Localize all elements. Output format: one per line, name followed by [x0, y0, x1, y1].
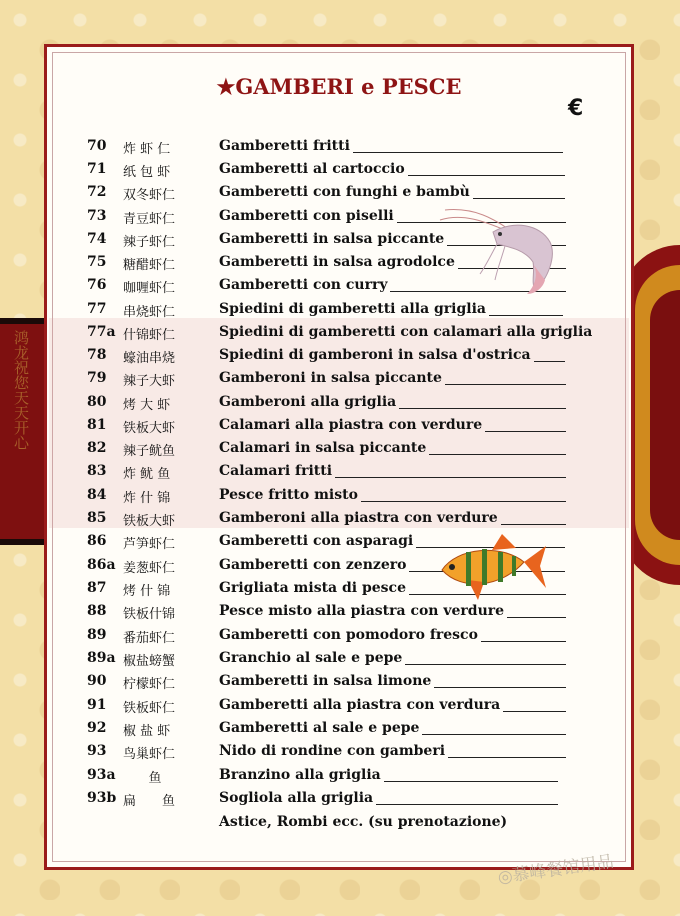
- menu-item: [0, 324, 680, 344]
- item-number: 91: [87, 697, 107, 713]
- watermark: ◎慕峰餐馆用品: [496, 851, 616, 889]
- menu-item: [0, 790, 680, 810]
- item-italian-name: Gamberetti con funghi e bambù: [219, 184, 470, 200]
- menu-item: [0, 254, 680, 274]
- item-italian-name: Calamari in salsa piccante: [219, 440, 427, 456]
- item-italian-name: Gamberetti in salsa agrodolce: [219, 254, 455, 270]
- menu-item: [0, 417, 680, 437]
- menu-item: [0, 697, 680, 717]
- item-number: 81: [87, 417, 107, 433]
- item-chinese-name: 炸 什 锦: [123, 491, 171, 506]
- menu-item: [0, 394, 680, 414]
- dot-leader-line: [507, 617, 566, 618]
- dot-leader-line: [422, 734, 566, 735]
- dot-leader-line: [485, 431, 566, 432]
- item-italian-name: Calamari alla piastra con verdure: [219, 417, 483, 433]
- item-number: 93: [87, 743, 107, 759]
- dot-leader-line: [361, 501, 566, 502]
- item-italian-name: Gamberetti al sale e pepe: [219, 720, 420, 736]
- menu-item: [0, 580, 680, 600]
- item-chinese-name: 辣子虾仁: [123, 235, 176, 250]
- dot-leader-line: [384, 781, 558, 782]
- item-chinese-name: 椒 盐 虾: [123, 724, 171, 739]
- item-italian-name: Sogliola alla griglia: [219, 790, 374, 806]
- dot-leader-line: [405, 664, 566, 665]
- item-number: 73: [87, 208, 107, 224]
- item-italian-name: Gamberoni alla griglia: [219, 394, 397, 410]
- item-chinese-name: 铁板大虾: [123, 421, 176, 436]
- fish-illustration: [432, 532, 550, 602]
- menu-item: [0, 743, 680, 763]
- dot-leader-line: [473, 198, 565, 199]
- item-number: 93b: [87, 790, 117, 806]
- menu-item: [0, 301, 680, 321]
- item-chinese-name: 扁 鱼: [123, 794, 176, 809]
- item-chinese-name: 辣子大虾: [123, 374, 176, 389]
- item-chinese-name: 芦笋虾仁: [123, 537, 176, 552]
- item-italian-name: Granchio al sale e pepe: [219, 650, 403, 666]
- menu-item: [0, 533, 680, 553]
- dot-leader-line: [376, 804, 558, 805]
- item-number: 87: [87, 580, 107, 596]
- item-number: 88: [87, 603, 107, 619]
- item-number: 72: [87, 184, 107, 200]
- item-number: 78: [87, 347, 107, 363]
- item-chinese-name: 双冬虾仁: [123, 188, 176, 203]
- item-italian-name: Gamberetti alla piastra con verdura: [219, 697, 501, 713]
- item-number: 74: [87, 231, 107, 247]
- item-number: 83: [87, 463, 107, 479]
- item-number: 93a: [87, 767, 116, 783]
- menu-item: [0, 463, 680, 483]
- item-chinese-name: 烤 大 虾: [123, 398, 171, 413]
- item-italian-name: Gamberetti con piselli: [219, 208, 394, 224]
- item-chinese-name: 炸 虾 仁: [123, 142, 171, 157]
- side-text: 鸿龙祝您天天开心: [12, 330, 30, 450]
- menu-item: [0, 370, 680, 390]
- item-italian-name: Nido di rondine con gamberi: [219, 743, 446, 759]
- item-number: 76: [87, 277, 107, 293]
- menu-item: [0, 557, 680, 577]
- item-italian-name: Gamberetti con zenzero: [219, 557, 407, 573]
- dot-leader-line: [489, 315, 563, 316]
- menu-item: [0, 487, 680, 507]
- item-italian-name: Spiedini di gamberetti alla griglia: [219, 301, 486, 317]
- item-number: 89: [87, 627, 107, 643]
- item-italian-name: Branzino alla griglia: [219, 767, 381, 783]
- dot-leader-line: [429, 454, 566, 455]
- dot-leader-line: [501, 524, 566, 525]
- menu-item: [0, 673, 680, 693]
- item-italian-name: Pesce fritto misto: [219, 487, 358, 503]
- menu-item: [0, 161, 680, 181]
- item-italian-name: Gamberetti in salsa piccante: [219, 231, 445, 247]
- item-number: 82: [87, 440, 107, 456]
- menu-item: [0, 440, 680, 460]
- menu-item: [0, 208, 680, 228]
- item-number: 89a: [87, 650, 116, 666]
- item-chinese-name: 椒盐螃蟹: [123, 654, 176, 669]
- item-number: 84: [87, 487, 107, 503]
- dot-leader-line: [408, 175, 565, 176]
- item-italian-name: Grigliata mista di pesce: [219, 580, 406, 596]
- item-number: 70: [87, 138, 107, 154]
- item-chinese-name: 铁板虾仁: [123, 701, 176, 716]
- menu-item: [0, 184, 680, 204]
- menu-item: [0, 603, 680, 623]
- item-italian-name: Gamberetti con asparagi: [219, 533, 414, 549]
- item-number: 75: [87, 254, 107, 270]
- item-number: 79: [87, 370, 107, 386]
- dot-leader-line: [481, 641, 566, 642]
- item-italian-name: Spiedini di gamberetti con calamari alla griglia: [219, 324, 593, 340]
- item-chinese-name: 番茄虾仁: [123, 631, 176, 646]
- menu-item: [0, 627, 680, 647]
- menu-item: [0, 510, 680, 530]
- item-italian-name: Gamberetti con pomodoro fresco: [219, 627, 478, 643]
- item-number: 85: [87, 510, 107, 526]
- menu-item: [0, 138, 680, 158]
- item-chinese-name: 纸 包 虾: [123, 165, 171, 180]
- item-chinese-name: 鱼: [148, 771, 162, 786]
- item-chinese-name: 什锦虾仁: [123, 328, 176, 343]
- item-number: 80: [87, 394, 107, 410]
- item-chinese-name: 姜葱虾仁: [123, 561, 176, 576]
- item-number: 90: [87, 673, 107, 689]
- item-number: 86a: [87, 557, 116, 573]
- menu-title: ★GAMBERI e PESCE: [216, 74, 462, 99]
- menu-item: [0, 347, 680, 367]
- menu-item: [0, 231, 680, 251]
- dot-leader-line: [448, 757, 566, 758]
- item-italian-name: Pesce misto alla piastra con verdure: [219, 603, 505, 619]
- dot-leader-line: [534, 361, 565, 362]
- menu-item: [0, 720, 680, 740]
- item-italian-name: Astice, Rombi ecc. (su prenotazione): [219, 814, 508, 830]
- item-italian-name: Gamberoni in salsa piccante: [219, 370, 442, 386]
- item-chinese-name: 铁板大虾: [123, 514, 176, 529]
- dot-leader-line: [434, 687, 566, 688]
- item-number: 77a: [87, 324, 116, 340]
- dot-leader-line: [445, 384, 566, 385]
- item-italian-name: Gamberetti al cartoccio: [219, 161, 405, 177]
- item-italian-name: Calamari fritti: [219, 463, 333, 479]
- item-number: 77: [87, 301, 107, 317]
- menu-item: [0, 650, 680, 670]
- item-italian-name: Gamberetti con curry: [219, 277, 388, 293]
- item-chinese-name: 辣子鱿鱼: [123, 444, 176, 459]
- item-number: 86: [87, 533, 107, 549]
- item-chinese-name: 柠檬虾仁: [123, 677, 176, 692]
- dot-leader-line: [503, 711, 566, 712]
- menu-item: [0, 277, 680, 297]
- menu-item: [0, 814, 680, 834]
- item-chinese-name: 烤 什 锦: [123, 584, 171, 599]
- item-number: 71: [87, 161, 107, 177]
- item-chinese-name: 咖喱虾仁: [123, 281, 176, 296]
- dot-leader-line: [335, 477, 566, 478]
- item-italian-name: Gamberoni alla piastra con verdure: [219, 510, 498, 526]
- dot-leader-line: [399, 408, 566, 409]
- item-italian-name: Gamberetti in salsa limone: [219, 673, 432, 689]
- item-chinese-name: 蠔油串烧: [123, 351, 176, 366]
- menu-item: [0, 767, 680, 787]
- item-chinese-name: 鸟巢虾仁: [123, 747, 176, 762]
- shrimp-illustration: [435, 202, 560, 297]
- item-italian-name: Spiedini di gamberoni in salsa d'ostrica: [219, 347, 531, 363]
- dot-leader-line: [353, 152, 563, 153]
- item-chinese-name: 铁板什锦: [123, 607, 176, 622]
- item-italian-name: Gamberetti fritti: [219, 138, 350, 154]
- item-chinese-name: 炸 鱿 鱼: [123, 467, 171, 482]
- item-chinese-name: 青豆虾仁: [123, 212, 176, 227]
- item-chinese-name: 糖醋虾仁: [123, 258, 176, 273]
- item-number: 92: [87, 720, 107, 736]
- currency-symbol: €: [568, 96, 584, 121]
- item-chinese-name: 串烧虾仁: [123, 305, 176, 320]
